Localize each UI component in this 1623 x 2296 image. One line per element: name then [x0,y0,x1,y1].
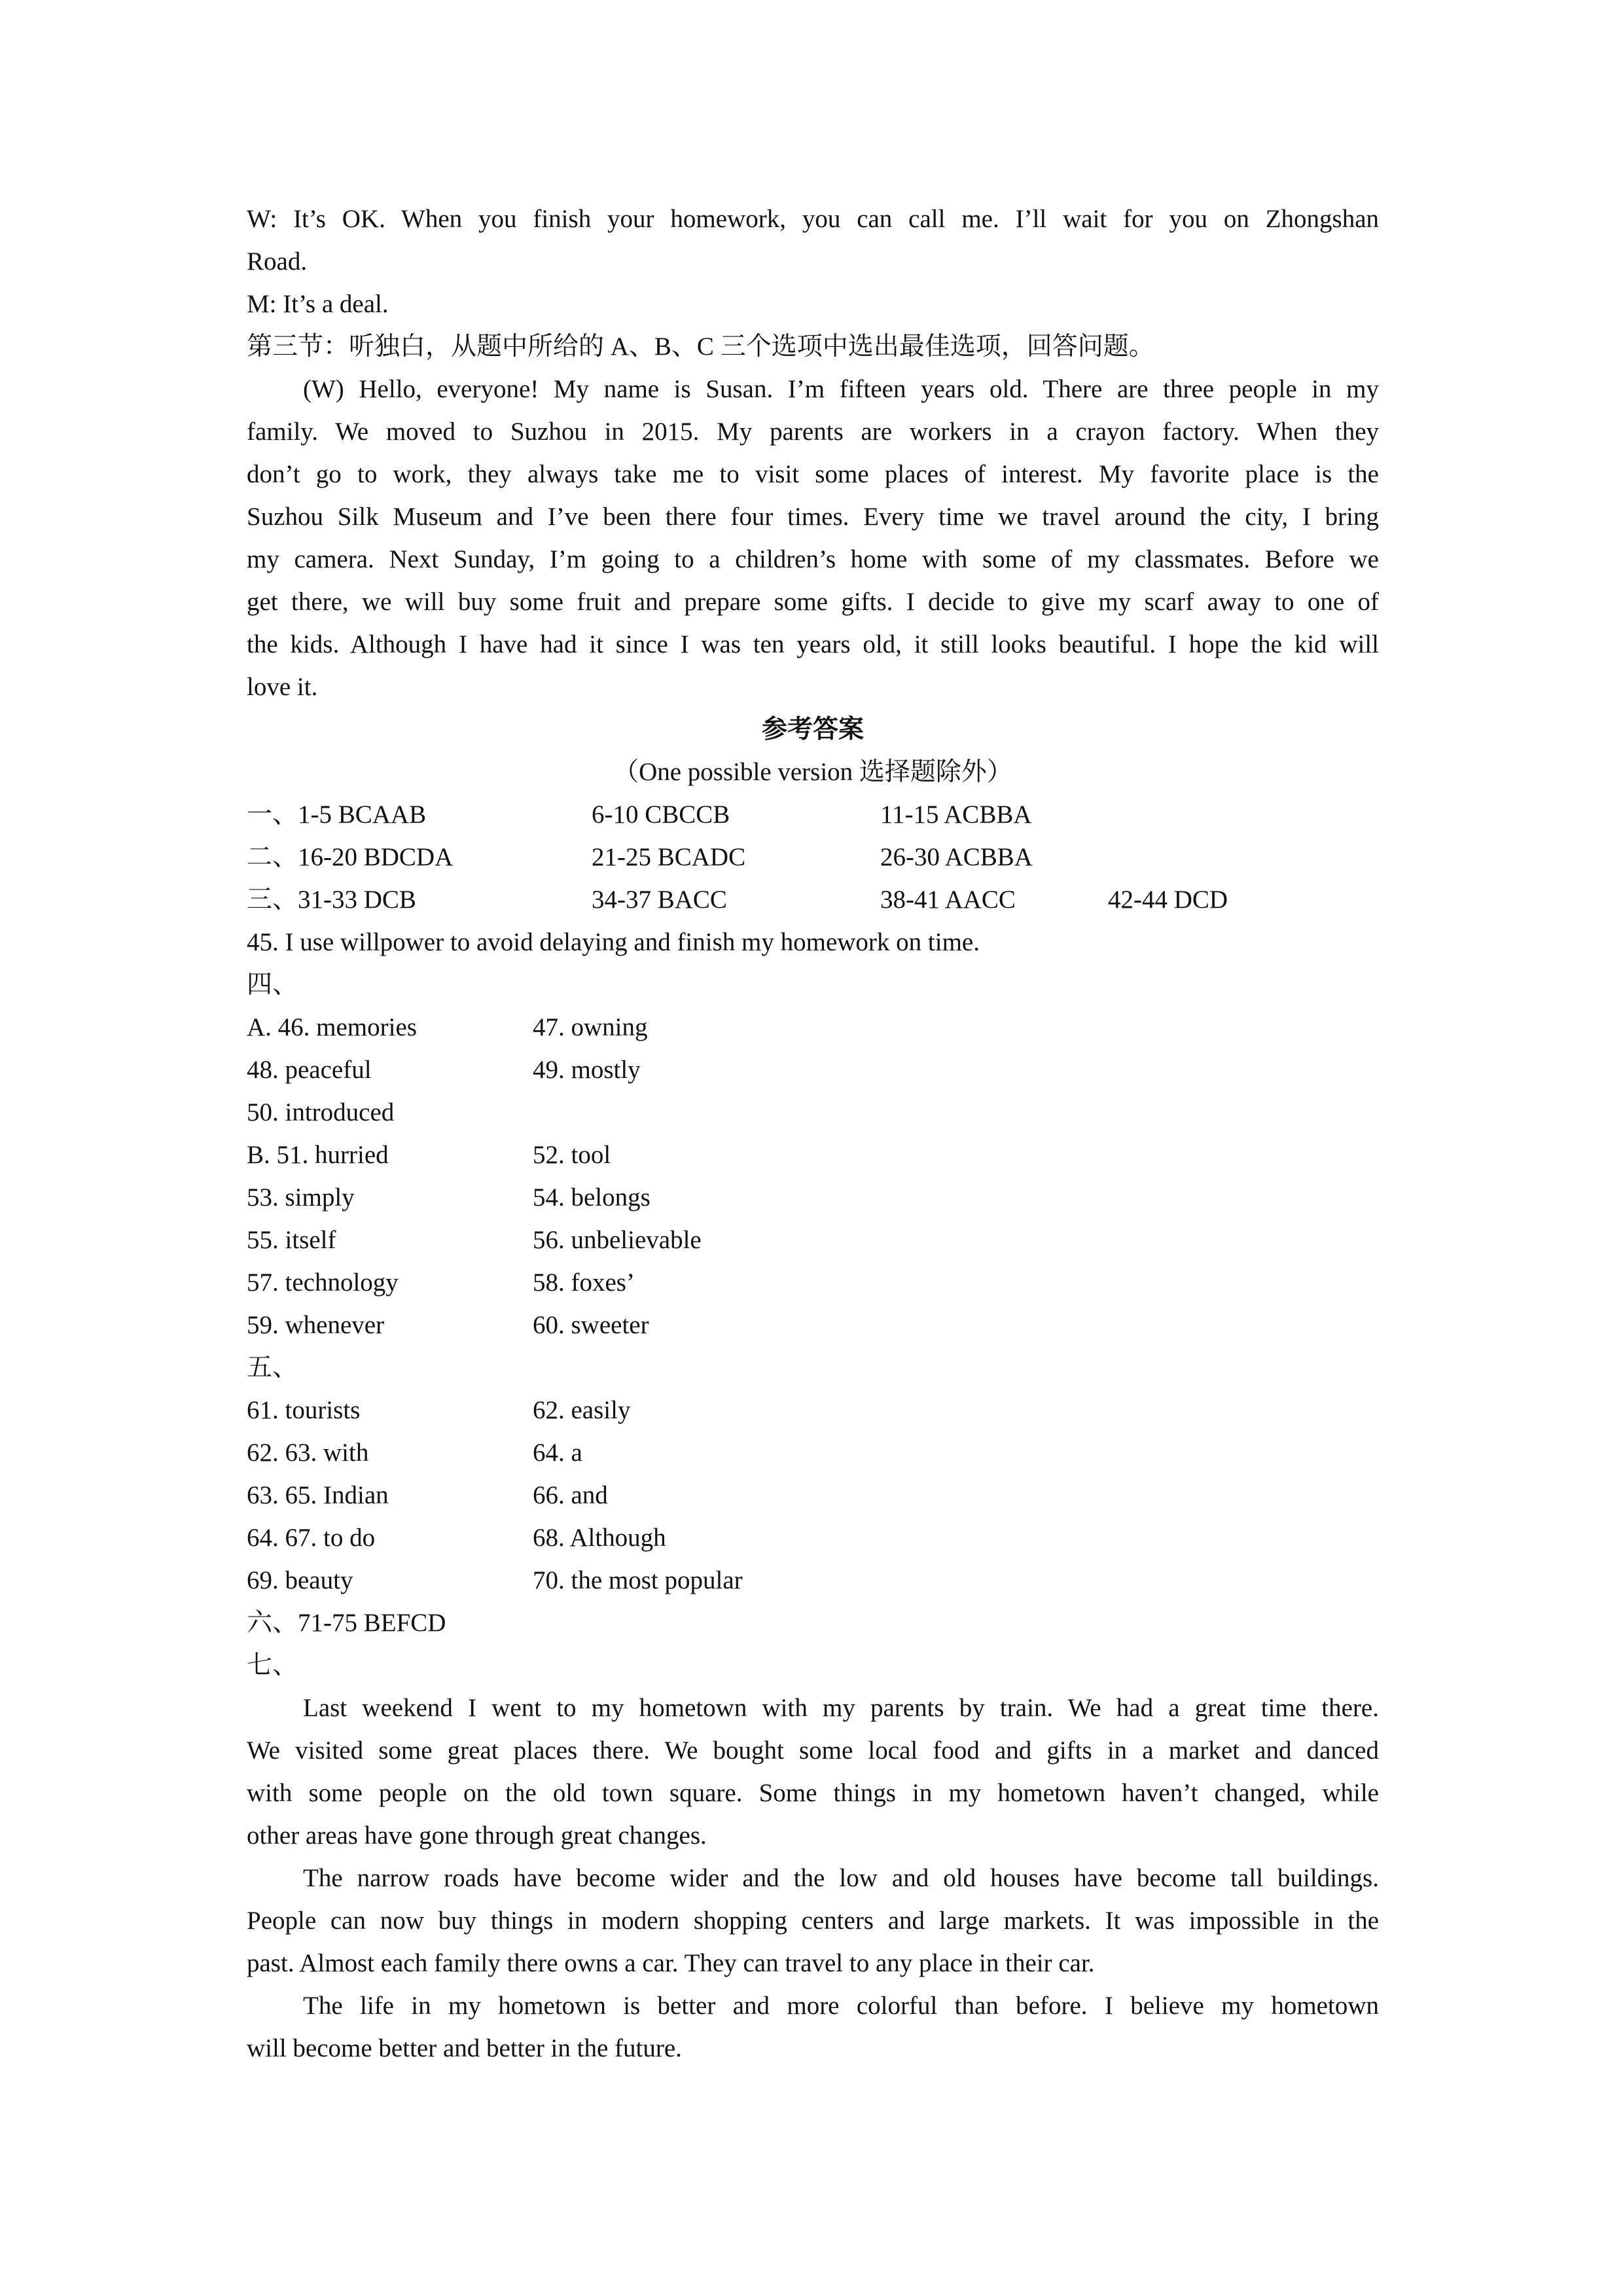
answer-cell: 42-44 DCD [1108,886,1228,914]
choice-row [247,793,1379,836]
section7-label: 七、 [247,1651,298,1679]
answer-cell: 59. whenever [247,1311,385,1339]
word-row [247,1219,1379,1261]
essay-line: other areas have gone through great changes. [247,1821,707,1850]
monologue-line: (W) Hello, everyone! My name is Susan. I’m fifteen years old. There are three people in my [303,375,1379,403]
answer-cell: 11-15 ACBBA [880,800,1032,829]
word-row [247,1516,1379,1559]
monologue-line: the kids. Although I have had it since I was ten years old, it still looks beautiful. I hope the kid will [247,630,1379,658]
answer-cell: 34-37 BACC [592,886,727,914]
monologue-line: get there, we will buy some fruit and prepare some gifts. I decide to give my scarf away to one of [247,588,1379,616]
word-row [247,1474,1379,1516]
word-row [247,1134,1379,1176]
answer-cell: 二、16-20 BDCDA [247,843,454,871]
monologue-line: don’t go to work, they always take me to visit some places of interest. My favorite place is the [247,460,1379,488]
word-row [247,1389,1379,1431]
section4-label: 四、 [247,971,298,999]
page-content [247,198,1379,2070]
answer-cell: 70. the most popular [533,1566,743,1594]
answer-cell: 68. Although [533,1524,666,1552]
essay-line: People can now buy things in modern shopping centers and large markets. It was impossible in the [247,1907,1379,1935]
dialogue-line: M: It’s a deal. [247,290,389,318]
answer-cell: 57. technology [247,1268,399,1297]
answer-cell: 6-10 CBCCB [592,800,730,829]
answer-cell: 49. mostly [533,1056,641,1084]
monologue-line: Suzhou Silk Museum and I’ve been there four times. Every time we travel around the city, I bring [247,503,1379,531]
monologue-line: family. We moved to Suzhou in 2015. My parents are workers in a crayon factory. When they [247,418,1379,446]
answer-cell: 21-25 BCADC [592,843,746,871]
answer-cell: 62. easily [533,1396,631,1424]
answer-cell: 52. tool [533,1141,611,1169]
answer-cell: 50. introduced [247,1098,395,1126]
word-row [247,1176,1379,1219]
answer-cell: 63. 65. Indian [247,1481,389,1509]
answer-cell: 64. 67. to do [247,1524,376,1552]
answers-title: 参考答案 [761,715,864,744]
essay-line: We visited some great places there. We bought some local food and gifts in a market and danced [247,1736,1379,1765]
word-row [247,1006,1379,1049]
essay-line: will become better and better in the future. [247,2034,682,2062]
word-row [247,1261,1379,1304]
answer-cell: 38-41 AACC [880,886,1016,914]
essay-line: The life in my hometown is better and more colorful than before. I believe my hometown [303,1992,1379,2020]
answer-cell: 三、31-33 DCB [247,886,416,914]
essay-line: with some people on the old town square. Some things in my hometown haven’t changed, while [247,1779,1379,1807]
section3-heading: 第三节：听独白，从题中所给的 A、B、C 三个选项中选出最佳选项，回答问题。 [247,332,1154,361]
choice-row [247,878,1379,921]
answer-cell: 56. unbelievable [533,1226,702,1254]
dialogue-line: W: It’s OK. When you finish your homework, you can call me. I’ll wait for you on Zhongshan [247,205,1379,233]
q45-answer: 45. I use willpower to avoid delaying and finish my homework on time. [247,928,980,956]
answer-cell: 26-30 ACBBA [880,843,1033,871]
answer-cell: 64. a [533,1439,582,1467]
answer-cell: 54. belongs [533,1183,651,1211]
answers-subtitle: （One possible version 选择题除外） [613,758,1012,786]
word-row [247,1091,1379,1134]
answer-cell: 61. tourists [247,1396,361,1424]
essay-line: The narrow roads have become wider and the low and old houses have become tall buildings. [303,1864,1379,1892]
answer-cell: 60. sweeter [533,1311,649,1339]
section5-label: 五、 [247,1354,298,1382]
answer-cell: 66. and [533,1481,608,1509]
answer-cell: 47. owning [533,1013,648,1041]
answer-cell: 55. itself [247,1226,336,1254]
word-row [247,1559,1379,1602]
word-row [247,1049,1379,1091]
choice-row [247,836,1379,878]
dialogue-line: Road. [247,247,308,276]
answer-cell: 48. peaceful [247,1056,372,1084]
answer-cell: 一、1-5 BCAAB [247,800,427,829]
answer-cell: 53. simply [247,1183,355,1211]
answer-cell: B. 51. hurried [247,1141,389,1169]
word-row [247,1304,1379,1346]
answer-cell: 62. 63. with [247,1439,369,1467]
word-row [247,1431,1379,1474]
section6-answer: 六、71-75 BEFCD [247,1609,446,1637]
answer-cell: 69. beauty [247,1566,353,1594]
essay-line: past. Almost each family there owns a car. They can travel to any place in their car. [247,1949,1095,1977]
monologue-line: love it. [247,673,318,701]
monologue-line: my camera. Next Sunday, I’m going to a children’s home with some of my classmates. Before we [247,545,1379,573]
essay-line: Last weekend I went to my hometown with my parents by train. We had a great time there. [303,1694,1379,1722]
answer-cell: 58. foxes’ [533,1268,635,1297]
answer-cell: A. 46. memories [247,1013,417,1041]
